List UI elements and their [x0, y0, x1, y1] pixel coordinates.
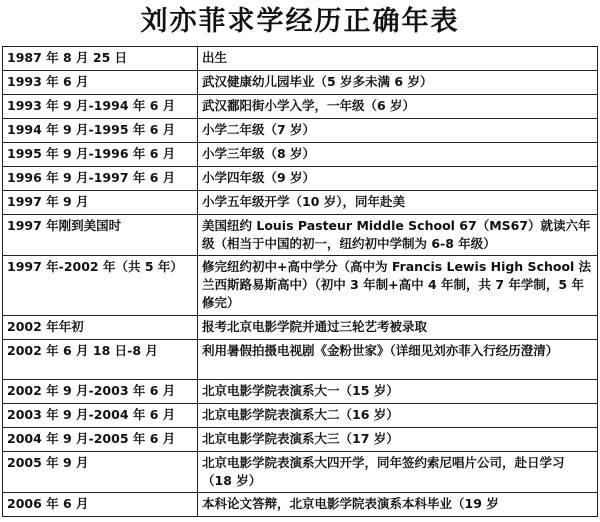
date-cell: 1993 年 9 月-1994 年 6 月 — [3, 95, 198, 119]
date-cell: 2004 年 9 月-2005 年 6 月 — [3, 428, 198, 452]
table-row — [3, 215, 598, 256]
event-cell: 北京电影学院表演系大二（16 岁） — [198, 404, 598, 428]
table-row — [3, 452, 598, 493]
table-row — [3, 71, 598, 95]
table-row — [3, 47, 598, 71]
date-cell: 1987 年 8 月 25 日 — [3, 47, 198, 71]
table-row — [3, 143, 598, 167]
event-cell: 武汉鄱阳街小学入学，一年级（6 岁） — [198, 95, 598, 119]
page-title: 刘亦菲求学经历正确年表 — [140, 6, 460, 37]
event-cell: 北京电影学院表演系大一（15 岁） — [198, 380, 598, 404]
event-cell: 小学四年级（9 岁） — [198, 167, 598, 191]
date-cell: 1997 年刚到美国时 — [3, 215, 198, 256]
event-cell: 美国纽约 Louis Pasteur Middle School 67（MS67）就读六年级（相当于中国的初一，纽约初中学制为 6-8 年级） — [198, 215, 598, 256]
event-cell: 利用暑假拍摄电视剧《金粉世家》（详细见刘亦菲入行经历澄清） — [198, 340, 598, 380]
date-cell: 2003 年 9 月-2004 年 6 月 — [3, 404, 198, 428]
date-cell: 1997 年-2002 年（共 5 年） — [3, 256, 198, 316]
table-row — [3, 380, 598, 404]
timeline-table — [2, 46, 598, 517]
date-cell: 1995 年 9 月-1996 年 6 月 — [3, 143, 198, 167]
date-cell: 1997 年 9 月 — [3, 191, 198, 215]
table-row — [3, 340, 598, 380]
table-row — [3, 428, 598, 452]
table-row — [3, 167, 598, 191]
date-cell: 2002 年 9 月-2003 年 6 月 — [3, 380, 198, 404]
event-cell: 本科论文答辩，北京电影学院表演系本科毕业（19 岁 — [198, 493, 598, 517]
event-cell: 出生 — [198, 47, 598, 71]
table-row — [3, 191, 598, 215]
event-cell: 修完纽约初中+高中学分（高中为 Francis Lewis High School 法兰西斯路易斯高中）（初中 3 年制+高中 4 年制，共 7 年学制，5 年修完） — [198, 256, 598, 316]
table-row — [3, 493, 598, 517]
event-cell: 小学二年级（7 岁） — [198, 119, 598, 143]
event-cell: 小学五年级开学（10 岁），同年赴美 — [198, 191, 598, 215]
table-row — [3, 119, 598, 143]
date-cell: 1994 年 9 月-1995 年 6 月 — [3, 119, 198, 143]
date-cell: 2002 年年初 — [3, 316, 198, 340]
event-cell: 北京电影学院表演系大四开学，同年签约索尼唱片公司，赴日学习（18 岁） — [198, 452, 598, 493]
event-cell: 武汉健康幼儿园毕业（5 岁多未满 6 岁） — [198, 71, 598, 95]
event-cell: 北京电影学院表演系大三（17 岁） — [198, 428, 598, 452]
date-cell: 1996 年 9 月-1997 年 6 月 — [3, 167, 198, 191]
date-cell: 2002 年 6 月 18 日-8 月 — [3, 340, 198, 380]
date-cell: 2006 年 6 月 — [3, 493, 198, 517]
table-row — [3, 95, 598, 119]
date-cell: 1993 年 6 月 — [3, 71, 198, 95]
event-cell: 小学三年级（8 岁） — [198, 143, 598, 167]
table-row — [3, 256, 598, 316]
table-row — [3, 404, 598, 428]
table-row — [3, 316, 598, 340]
date-cell: 2005 年 9 月 — [3, 452, 198, 493]
event-cell: 报考北京电影学院并通过三轮艺考被录取 — [198, 316, 598, 340]
